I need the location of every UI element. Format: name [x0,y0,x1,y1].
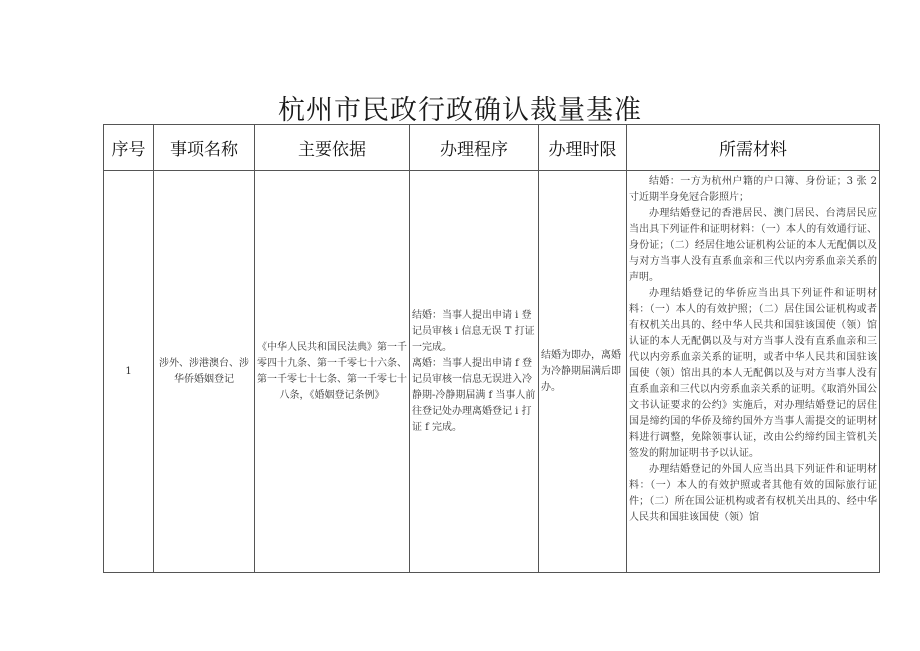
header-materials: 所需材料 [627,125,880,171]
cell-no: 1 [104,171,154,573]
header-row [104,125,880,171]
header-time-limit: 办理时限 [539,125,627,171]
procedure-divorce: 离婚：当事人提出申请 f 登记员审核一信息无误进入冷静期-冷静期届满 f 当事人前往登记处办理离婚登记 i 打证 f 完成。 [412,357,536,433]
header-item-name: 事项名称 [154,125,255,171]
procedure-marriage: 结婚：当事人提出申请 i 登记员审核 i 信息无误 T 打证一完成。 [412,309,535,353]
header-procedure: 办理程序 [410,125,539,171]
materials-paragraph: 办理结婚登记的香港居民、澳门居民、台湾居民应当出具下列证件和证明材料：（一）本人的有效通行证、身份证；（二）经居住地公证机构公证的本人无配偶以及与对方当事人没有直系血亲和三代以内旁系血亲关系的声明。 [629,208,877,283]
materials-paragraph: 办理结婚登记的外国人应当出具下列证件和证明材料：（一）本人的有效护照或者其他有效的国际旅行证件；（二）所在国公证机构或者有权机关出具的、经中华人民共和国驻该国使（领）馆 [629,464,877,523]
standards-table [103,124,880,573]
materials-paragraph: 办理结婚登记的华侨应当出具下列证件和证明材料：（一）本人的有效护照；（二）居住国公证机构或者有权机关出具的、经中华人民共和国驻该国使（领）馆认证的本人无配偶以及与对方当事人没有直系血亲和三代以内旁系血亲关系的证明，或者中华人民共和国驻该国使（领）馆出具的本人无配偶以及与对方当事人没有直系血亲和三代以内旁系血亲关系的证明。《取消外国公文书认证要求的公约》实施后，对办理结婚登记的居住国是缔约国的华侨及缔约国外方当事人需提交的证明材料进行调整，免除领事认证，改由公约缔约国主管机关签发的附加证明书予以认证。 [629,288,877,459]
page-title: 杭州市民政行政确认裁量基准 [278,95,642,126]
header-no: 序号 [104,125,154,171]
cell-item-name: 涉外、涉港澳台、涉华侨婚姻登记 [154,171,255,573]
cell-time-limit: 结婚为即办，离婚为冷静期届满后即办。 [539,171,627,573]
table-row [104,171,880,573]
materials-paragraph: 结婚：一方为杭州户籍的户口簿、身份证；3 张 2 寸近期半身免冠合影照片； [629,176,877,203]
cell-basis: 《中华人民共和国民法典》第一千零四十九条、第一千零七十六条、第一千零七十七条、第一千零七十八条，《婚姻登记条例》 [255,171,410,573]
header-basis: 主要依据 [255,125,410,171]
cell-materials [627,171,880,573]
cell-procedure [410,171,539,573]
